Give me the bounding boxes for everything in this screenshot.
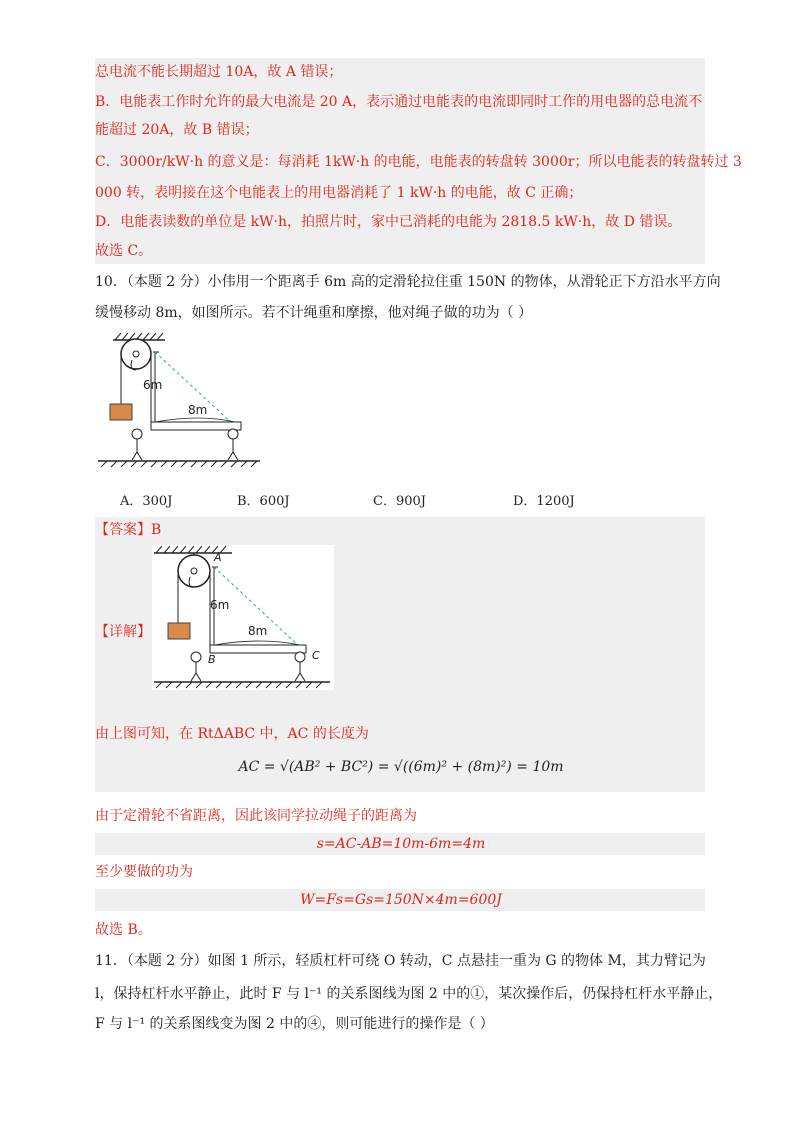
prev-solution-line-4: C．3000r/kW·h 的意义是：每消耗 1kW·h 的电能，电能表的转盘转 3000r；所以电能表的转盘转过 3: [95, 154, 742, 170]
q10-option-a[interactable]: A．300J: [120, 494, 173, 509]
answer10-point-a: A: [214, 551, 222, 564]
answer10-text-4: 故选 B。: [95, 922, 152, 938]
answer10-fig-height-label: 6m: [210, 598, 230, 612]
answer10-point-b: B: [208, 653, 216, 666]
q10-stem-line-2: 缓慢移动 8m，如图所示。若不计绳重和摩擦，他对绳子做的功为（ ）: [95, 305, 533, 321]
answer10-answer-label: 【答案】B: [95, 522, 162, 538]
q10-fig-distance-label: 8m: [188, 403, 208, 417]
q10-stem-line-1: 10．（本题 2 分）小伟用一个距离手 6m 高的定滑轮拉住重 150N 的物体，从滑轮正下方沿水平方向: [95, 274, 721, 290]
prev-solution-line-1: 总电流不能长期超过 10A，故 A 错误；: [95, 64, 343, 80]
q10-fig-height-label: 6m: [143, 378, 163, 392]
answer10-text-1: 由上图可知，在 RtΔABC 中，AC 的长度为: [95, 726, 369, 742]
prev-solution-line-3: 能超过 20A，故 B 错误；: [95, 122, 259, 138]
answer10-point-c: C: [312, 649, 320, 662]
prev-solution-line-5: 000 转，表明接在这个电能表上的用电器消耗了 1 kW·h 的电能，故 C 正确；: [95, 185, 583, 201]
answer10-formula-1: AC = √(AB² + BC²) = √((6m)² + (8m)²) = 10m: [238, 759, 564, 775]
answer10-diagram: [152, 545, 334, 690]
q10-option-d[interactable]: D．1200J: [513, 494, 575, 509]
answer10-formula-2: s=AC-AB=10m-6m=4m: [316, 836, 486, 852]
prev-solution-line-6: D．电能表读数的单位是 kW·h，拍照片时，家中已消耗的电能为 2818.5 kW·h，故 D 错误。: [95, 214, 682, 230]
q11-stem-line-1: 11．（本题 2 分）如图 1 所示，轻质杠杆可绕 O 转动，C 点悬挂一重为 G 的物体 M，其力臂记为: [95, 953, 706, 969]
answer10-text-3: 至少要做的功为: [95, 864, 193, 880]
q11-stem-line-3: F 与 l⁻¹ 的关系图线变为图 2 中的④，则可能进行的操作是（ ）: [95, 1016, 494, 1032]
answer10-text-2: 由于定滑轮不省距离，因此该同学拉动绳子的距离为: [95, 808, 417, 824]
answer10-detail-label: 【详解】: [95, 624, 151, 640]
prev-solution-line-2: B．电能表工作时允许的最大电流是 20 A，表示通过电能表的电流即同时工作的用电器的总电流不: [95, 94, 703, 110]
answer10-fig-distance-label: 8m: [248, 624, 268, 638]
answer10-formula-3: W=Fs=Gs=150N×4m=600J: [300, 892, 502, 908]
q10-option-b[interactable]: B．600J: [237, 494, 290, 509]
prev-solution-line-7: 故选 C。: [95, 243, 153, 259]
q10-option-c[interactable]: C．900J: [373, 494, 426, 509]
q10-pulley-figure: [95, 330, 270, 470]
q11-stem-line-2: l，保持杠杆水平静止，此时 F 与 l⁻¹ 的关系图线为图 2 中的①，某次操作后，仍保持杠杆水平静止，: [95, 986, 723, 1002]
